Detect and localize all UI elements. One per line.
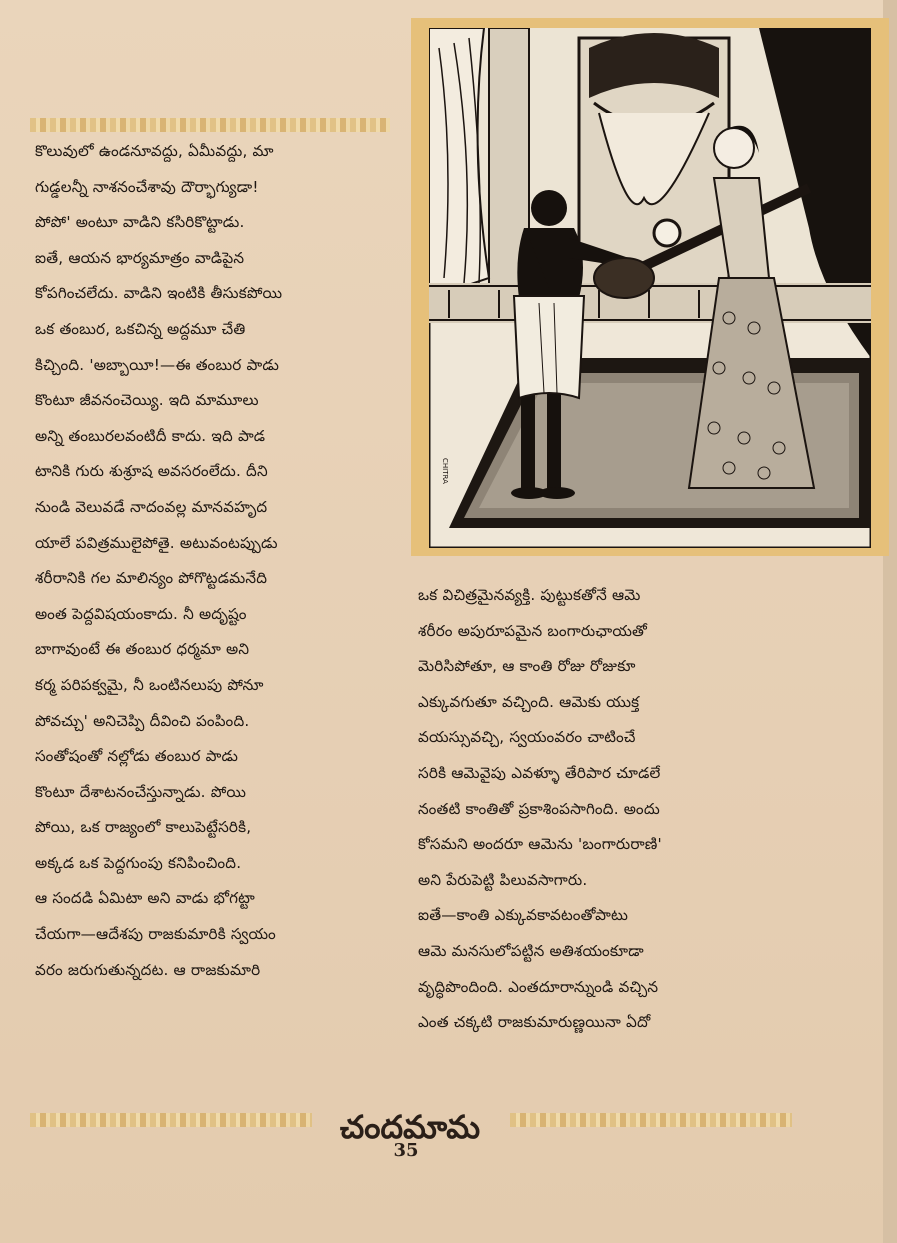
text-line: కోసమని అందరూ ఆమెను 'బంగారురాణి' [418, 835, 662, 854]
queen-giving-tambura-illustration [429, 28, 871, 548]
text-line: కిచ్చింది. 'అబ్బాయీ!—ఈ తంబుర పాడు [35, 355, 280, 374]
page-number: 35 [393, 1140, 419, 1161]
text-line: ఎక్కువగుతూ వచ్చింది. ఆమెకు యుక్త [418, 692, 640, 711]
text-line: నుండి వెలువడే నాదంవల్ల మానవహృద [35, 497, 268, 516]
text-line: ఆ సందడి ఏమిటా అని వాడు భోగట్టా [35, 889, 255, 908]
text-line: ఐతే—కాంతి ఎక్కువకావటంతోపాటు [418, 906, 629, 925]
text-line: కర్మ పరిపక్వమై, నీ ఒంటినలుపు పోనూ [35, 675, 264, 694]
text-line: ఐతే, ఆయన భార్యమాత్రం వాడిపైన [35, 248, 245, 267]
text-line: గుడ్డలన్నీ నాశనంచేశావు దౌర్భాగ్యుడా! [35, 177, 259, 196]
text-line: ఎంత చక్కటి రాజకుమారుణ్ణయినా ఏదో [418, 1013, 651, 1032]
text-line: నంతటి కాంతితో ప్రకాశింపసాగింది. అందు [418, 799, 660, 818]
text-line: వయస్సువచ్చి, స్వయంవరం చాటించే [418, 728, 636, 747]
text-line: పోయి, ఒక రాజ్యంలో కాలుపెట్టేసరికి, [35, 818, 252, 837]
text-line: శరీరానికి గల మాలిన్యం పోగొట్టడమనేది [35, 569, 268, 588]
text-line: అక్కడ ఒక పెద్దగుంపు కనిపించింది. [35, 853, 242, 872]
illustration-frame [411, 18, 889, 556]
text-line: ఒక విచిత్రమైనవ్యక్తి. పుట్టుకతోనే ఆమె [418, 586, 641, 604]
text-line: కొంటూ జీవనంచెయ్యి. ఇది మామూలు [35, 391, 259, 410]
text-line: పోవచ్చు' అనిచెప్పి దీవించి పంపింది. [35, 711, 250, 730]
footer-decorative-border-right [510, 1113, 792, 1127]
text-line: కోపగించలేదు. వాడిని ఇంటికి తీసుకపోయి [35, 284, 283, 303]
artist-signature: CHITRA [441, 458, 449, 484]
text-line: కొలువులో ఉండనూవద్దు, ఏమీవద్దు, మా [35, 142, 274, 160]
text-line: ఆమె మనసులోపట్టిన అతిశయంకూడా [418, 941, 644, 960]
magazine-title: చందమామ [339, 1108, 481, 1146]
text-line: వరం జరుగుతున్నదట. ఆ రాజకుమారి [35, 960, 261, 979]
top-decorative-border [30, 118, 390, 132]
text-line: టానికి గురు శుశ్రూష అవసరంలేదు. దీని [35, 462, 268, 481]
text-line: సంతోషంతో నల్లోడు తంబుర పాడు [35, 747, 239, 766]
text-line: బాగావుంటే ఈ తంబుర ధర్మమా అని [35, 640, 250, 659]
text-line: అంత పెద్దవిషయంకాదు. నీ అదృష్టం [35, 604, 247, 623]
right-text-column [418, 578, 813, 1041]
text-line: చేయగా—ఆదేశపు రాజకుమారికి స్వయం [35, 925, 276, 944]
text-line: యాలే పవిత్రములైపోతై. అటువంటప్పుడు [35, 533, 278, 552]
text-line: పోపో' అంటూ వాడిని కసిరికొట్టాడు. [35, 213, 245, 232]
text-line: సరికి ఆమెవైపు ఎవళ్ళూ తేరిపార చూడలే [418, 763, 661, 782]
text-line: మెరిసిపోతూ, ఆ కాంతి రోజు రోజుకూ [418, 657, 636, 676]
left-text-column [35, 134, 395, 988]
text-line: శరీరం అపురూపమైన బంగారుఛాయతో [418, 621, 648, 640]
text-line: కొంటూ దేశాటనంచేస్తున్నాడు. పోయి [35, 782, 247, 801]
text-line: ఒక తంబుర, ఒకచిన్న అద్దమూ చేతి [35, 319, 246, 338]
text-line: అన్ని తంబురలవంటిదీ కాదు. ఇది పాడ [35, 426, 266, 445]
footer-decorative-border-left [30, 1113, 312, 1127]
text-line: అని పేరుపెట్టి పిలువసాగారు. [418, 870, 588, 889]
text-line: వృద్ధిపొందింది. ఎంతదూరాన్నుండి వచ్చిన [418, 977, 659, 996]
